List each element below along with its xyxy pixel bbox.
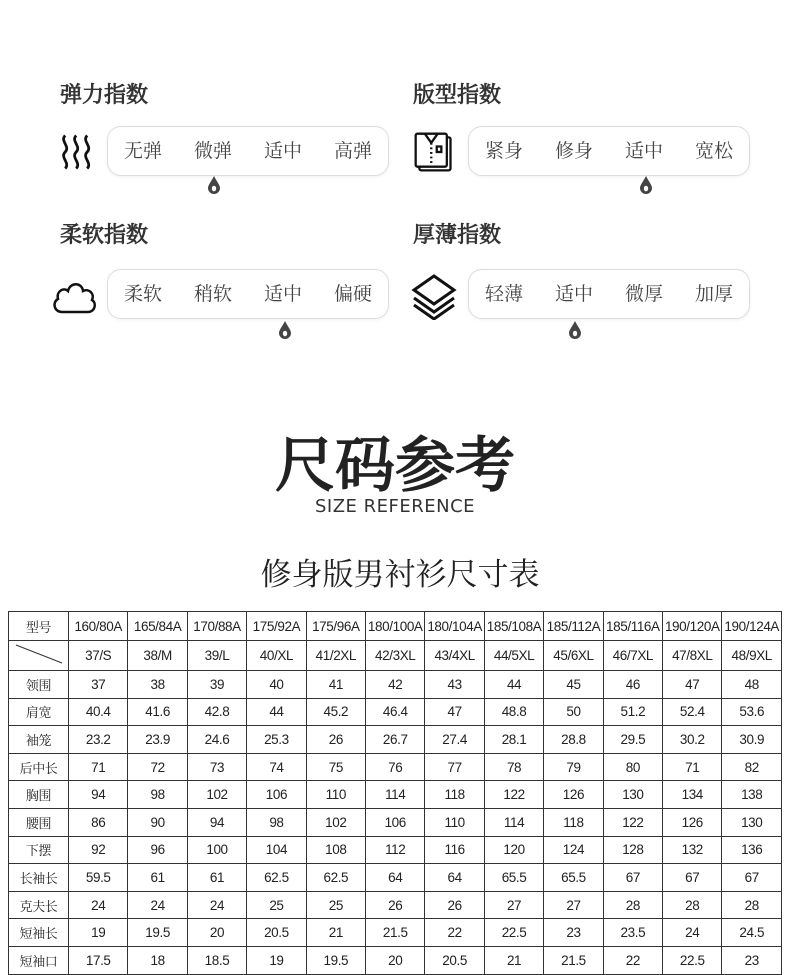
table-cell: 130 [722, 808, 782, 836]
table-cell: 92 [69, 836, 128, 864]
table-cell: 27 [544, 891, 603, 919]
table-row [9, 698, 782, 726]
table-row [9, 671, 782, 699]
table-cell: 38 [128, 671, 187, 699]
table-cell: 30.2 [663, 726, 722, 754]
scale-option: 高弹 [333, 140, 372, 162]
table-header-row [9, 612, 782, 641]
shirt-icon [412, 128, 460, 176]
table-cell: 136 [722, 836, 782, 864]
scale-option: 轻薄 [484, 283, 523, 305]
table-cell: 94 [187, 808, 246, 836]
table-cell: 27.4 [425, 726, 484, 754]
diagonal-cell [9, 641, 69, 671]
table-cell: 122 [484, 781, 543, 809]
table-cell: 44 [484, 671, 543, 699]
table-cell: 114 [366, 781, 425, 809]
table-cell: 48 [722, 671, 782, 699]
table-cell: 17.5 [69, 946, 128, 974]
table-title: 修身版男衬衫尺寸表 [260, 557, 540, 593]
row-label: 短袖长 [9, 919, 69, 947]
table-cell: 18.5 [187, 946, 246, 974]
table-cell: 74 [247, 753, 306, 781]
table-cell: 120 [484, 836, 543, 864]
index-scale [468, 269, 750, 319]
table-cell: 43 [425, 671, 484, 699]
table-cell: 65.5 [484, 864, 543, 892]
table-cell: 19.5 [306, 946, 365, 974]
table-cell: 29.5 [603, 726, 662, 754]
table-cell: 65.5 [544, 864, 603, 892]
table-cell: 112 [366, 836, 425, 864]
row-label: 领围 [9, 671, 69, 699]
cloud-icon [50, 272, 98, 320]
table-cell: 128 [603, 836, 662, 864]
table-cell: 64 [425, 864, 484, 892]
row-label: 下摆 [9, 836, 69, 864]
size-label-row [9, 641, 782, 671]
scale-option: 微弹 [193, 140, 232, 162]
table-cell: 67 [603, 864, 662, 892]
size-cell: 46/7XL [603, 641, 662, 671]
elastic-waves-icon [56, 128, 104, 176]
table-cell: 50 [544, 698, 603, 726]
table-cell: 28 [722, 891, 782, 919]
table-cell: 72 [128, 753, 187, 781]
page-subtitle: SIZE REFERENCE [314, 496, 476, 517]
index-title: 弹力指数 [60, 83, 149, 108]
table-cell: 22 [603, 946, 662, 974]
table-cell: 124 [544, 836, 603, 864]
table-cell: 132 [663, 836, 722, 864]
table-cell: 94 [69, 781, 128, 809]
table-cell: 73 [187, 753, 246, 781]
table-cell: 26 [425, 891, 484, 919]
table-cell: 44 [247, 698, 306, 726]
table-cell: 61 [128, 864, 187, 892]
table-cell: 20.5 [425, 946, 484, 974]
table-cell: 26 [306, 726, 365, 754]
table-cell: 25 [306, 891, 365, 919]
table-row [9, 946, 782, 974]
header-cell: 165/84A [128, 612, 187, 641]
scale-option: 修身 [554, 140, 593, 162]
size-cell: 39/L [187, 641, 246, 671]
size-cell: 45/6XL [544, 641, 603, 671]
table-cell: 24 [663, 919, 722, 947]
table-cell: 62.5 [306, 864, 365, 892]
table-cell: 25.3 [247, 726, 306, 754]
table-cell: 102 [187, 781, 246, 809]
header-cell: 180/104A [425, 612, 484, 641]
table-cell: 80 [603, 753, 662, 781]
selected-marker-icon [639, 175, 653, 195]
table-cell: 102 [306, 808, 365, 836]
table-cell: 138 [722, 781, 782, 809]
table-cell: 75 [306, 753, 365, 781]
table-cell: 47 [663, 671, 722, 699]
table-cell: 25 [247, 891, 306, 919]
table-cell: 21 [306, 919, 365, 947]
table-cell: 96 [128, 836, 187, 864]
table-cell: 122 [603, 808, 662, 836]
selected-marker-icon [278, 320, 292, 340]
table-cell: 108 [306, 836, 365, 864]
size-cell: 43/4XL [425, 641, 484, 671]
table-cell: 110 [306, 781, 365, 809]
table-cell: 24 [187, 891, 246, 919]
table-cell: 24.5 [722, 919, 782, 947]
table-cell: 41.6 [128, 698, 187, 726]
table-cell: 30.9 [722, 726, 782, 754]
table-cell: 126 [544, 781, 603, 809]
table-cell: 40 [247, 671, 306, 699]
table-cell: 59.5 [69, 864, 128, 892]
table-cell: 104 [247, 836, 306, 864]
table-cell: 134 [663, 781, 722, 809]
table-cell: 22.5 [663, 946, 722, 974]
table-cell: 21.5 [544, 946, 603, 974]
table-cell: 90 [128, 808, 187, 836]
table-cell: 24 [69, 891, 128, 919]
table-cell: 23 [722, 946, 782, 974]
header-cell: 180/100A [366, 612, 425, 641]
header-cell: 型号 [9, 612, 69, 641]
table-cell: 27 [484, 891, 543, 919]
header-cell: 170/88A [187, 612, 246, 641]
table-cell: 71 [663, 753, 722, 781]
table-cell: 45 [544, 671, 603, 699]
table-cell: 110 [425, 808, 484, 836]
table-cell: 19 [247, 946, 306, 974]
header-cell: 185/112A [544, 612, 603, 641]
header-cell: 190/120A [663, 612, 722, 641]
table-cell: 28 [663, 891, 722, 919]
selected-marker-icon [568, 320, 582, 340]
table-cell: 82 [722, 753, 782, 781]
size-cell: 44/5XL [484, 641, 543, 671]
scale-option: 适中 [624, 140, 663, 162]
table-row [9, 781, 782, 809]
table-cell: 18 [128, 946, 187, 974]
table-cell: 28.1 [484, 726, 543, 754]
table-cell: 24.6 [187, 726, 246, 754]
row-label: 后中长 [9, 753, 69, 781]
scale-option: 适中 [263, 140, 302, 162]
header-cell: 175/92A [247, 612, 306, 641]
row-label: 胸围 [9, 781, 69, 809]
size-cell: 38/M [128, 641, 187, 671]
size-cell: 48/9XL [722, 641, 782, 671]
table-cell: 71 [69, 753, 128, 781]
table-cell: 23.2 [69, 726, 128, 754]
scale-option: 偏硬 [333, 283, 372, 305]
table-cell: 62.5 [247, 864, 306, 892]
table-cell: 118 [544, 808, 603, 836]
scale-option: 适中 [263, 283, 302, 305]
size-cell: 42/3XL [366, 641, 425, 671]
size-cell: 41/2XL [306, 641, 365, 671]
table-cell: 45.2 [306, 698, 365, 726]
header-cell: 185/116A [603, 612, 662, 641]
header-cell: 175/96A [306, 612, 365, 641]
index-scale [468, 126, 750, 176]
table-cell: 79 [544, 753, 603, 781]
table-cell: 40.4 [69, 698, 128, 726]
scale-option: 宽松 [694, 140, 733, 162]
row-label: 克夫长 [9, 891, 69, 919]
header-cell: 185/108A [484, 612, 543, 641]
table-cell: 28.8 [544, 726, 603, 754]
table-cell: 19.5 [128, 919, 187, 947]
scale-option: 稍软 [193, 283, 232, 305]
scale-option: 无弹 [123, 140, 162, 162]
row-label: 短袖口 [9, 946, 69, 974]
table-cell: 19 [69, 919, 128, 947]
table-cell: 22 [425, 919, 484, 947]
table-row [9, 919, 782, 947]
table-cell: 47 [425, 698, 484, 726]
header-cell: 190/124A [722, 612, 782, 641]
table-row [9, 753, 782, 781]
table-row [9, 836, 782, 864]
table-cell: 23 [544, 919, 603, 947]
scale-option: 适中 [554, 283, 593, 305]
table-cell: 130 [603, 781, 662, 809]
table-cell: 22.5 [484, 919, 543, 947]
table-cell: 20.5 [247, 919, 306, 947]
table-cell: 21 [484, 946, 543, 974]
selected-marker-icon [207, 175, 221, 195]
table-cell: 21.5 [366, 919, 425, 947]
table-cell: 106 [366, 808, 425, 836]
table-cell: 26 [366, 891, 425, 919]
index-title: 厚薄指数 [413, 223, 502, 248]
table-cell: 64 [366, 864, 425, 892]
table-cell: 20 [366, 946, 425, 974]
table-row [9, 726, 782, 754]
table-cell: 52.4 [663, 698, 722, 726]
row-label: 肩宽 [9, 698, 69, 726]
index-title: 柔软指数 [60, 223, 149, 248]
row-label: 袖笼 [9, 726, 69, 754]
table-cell: 37 [69, 671, 128, 699]
table-cell: 118 [425, 781, 484, 809]
table-cell: 51.2 [603, 698, 662, 726]
table-cell: 53.6 [722, 698, 782, 726]
table-cell: 67 [722, 864, 782, 892]
table-cell: 67 [663, 864, 722, 892]
row-label: 腰围 [9, 808, 69, 836]
size-cell: 37/S [69, 641, 128, 671]
row-label: 长袖长 [9, 864, 69, 892]
size-cell: 47/8XL [663, 641, 722, 671]
table-row [9, 864, 782, 892]
table-cell: 76 [366, 753, 425, 781]
table-cell: 42.8 [187, 698, 246, 726]
table-cell: 23.5 [603, 919, 662, 947]
table-cell: 26.7 [366, 726, 425, 754]
table-row [9, 808, 782, 836]
table-cell: 42 [366, 671, 425, 699]
table-cell: 100 [187, 836, 246, 864]
index-scale [107, 126, 389, 176]
table-cell: 98 [247, 808, 306, 836]
size-table [8, 611, 782, 975]
header-cell: 160/80A [69, 612, 128, 641]
scale-option: 柔软 [123, 283, 162, 305]
table-cell: 41 [306, 671, 365, 699]
table-cell: 20 [187, 919, 246, 947]
layers-icon [410, 272, 458, 320]
table-cell: 78 [484, 753, 543, 781]
index-scale [107, 269, 389, 319]
table-cell: 46.4 [366, 698, 425, 726]
table-cell: 98 [128, 781, 187, 809]
table-cell: 39 [187, 671, 246, 699]
table-row [9, 891, 782, 919]
table-cell: 23.9 [128, 726, 187, 754]
table-cell: 106 [247, 781, 306, 809]
index-title: 版型指数 [413, 83, 502, 108]
table-cell: 77 [425, 753, 484, 781]
table-cell: 86 [69, 808, 128, 836]
table-cell: 28 [603, 891, 662, 919]
scale-option: 紧身 [484, 140, 523, 162]
table-cell: 24 [128, 891, 187, 919]
table-cell: 46 [603, 671, 662, 699]
table-cell: 114 [484, 808, 543, 836]
table-cell: 61 [187, 864, 246, 892]
table-cell: 48.8 [484, 698, 543, 726]
scale-option: 加厚 [694, 283, 733, 305]
page-title: 尺码参考 [275, 431, 515, 501]
table-cell: 126 [663, 808, 722, 836]
size-cell: 40/XL [247, 641, 306, 671]
scale-option: 微厚 [624, 283, 663, 305]
table-cell: 116 [425, 836, 484, 864]
